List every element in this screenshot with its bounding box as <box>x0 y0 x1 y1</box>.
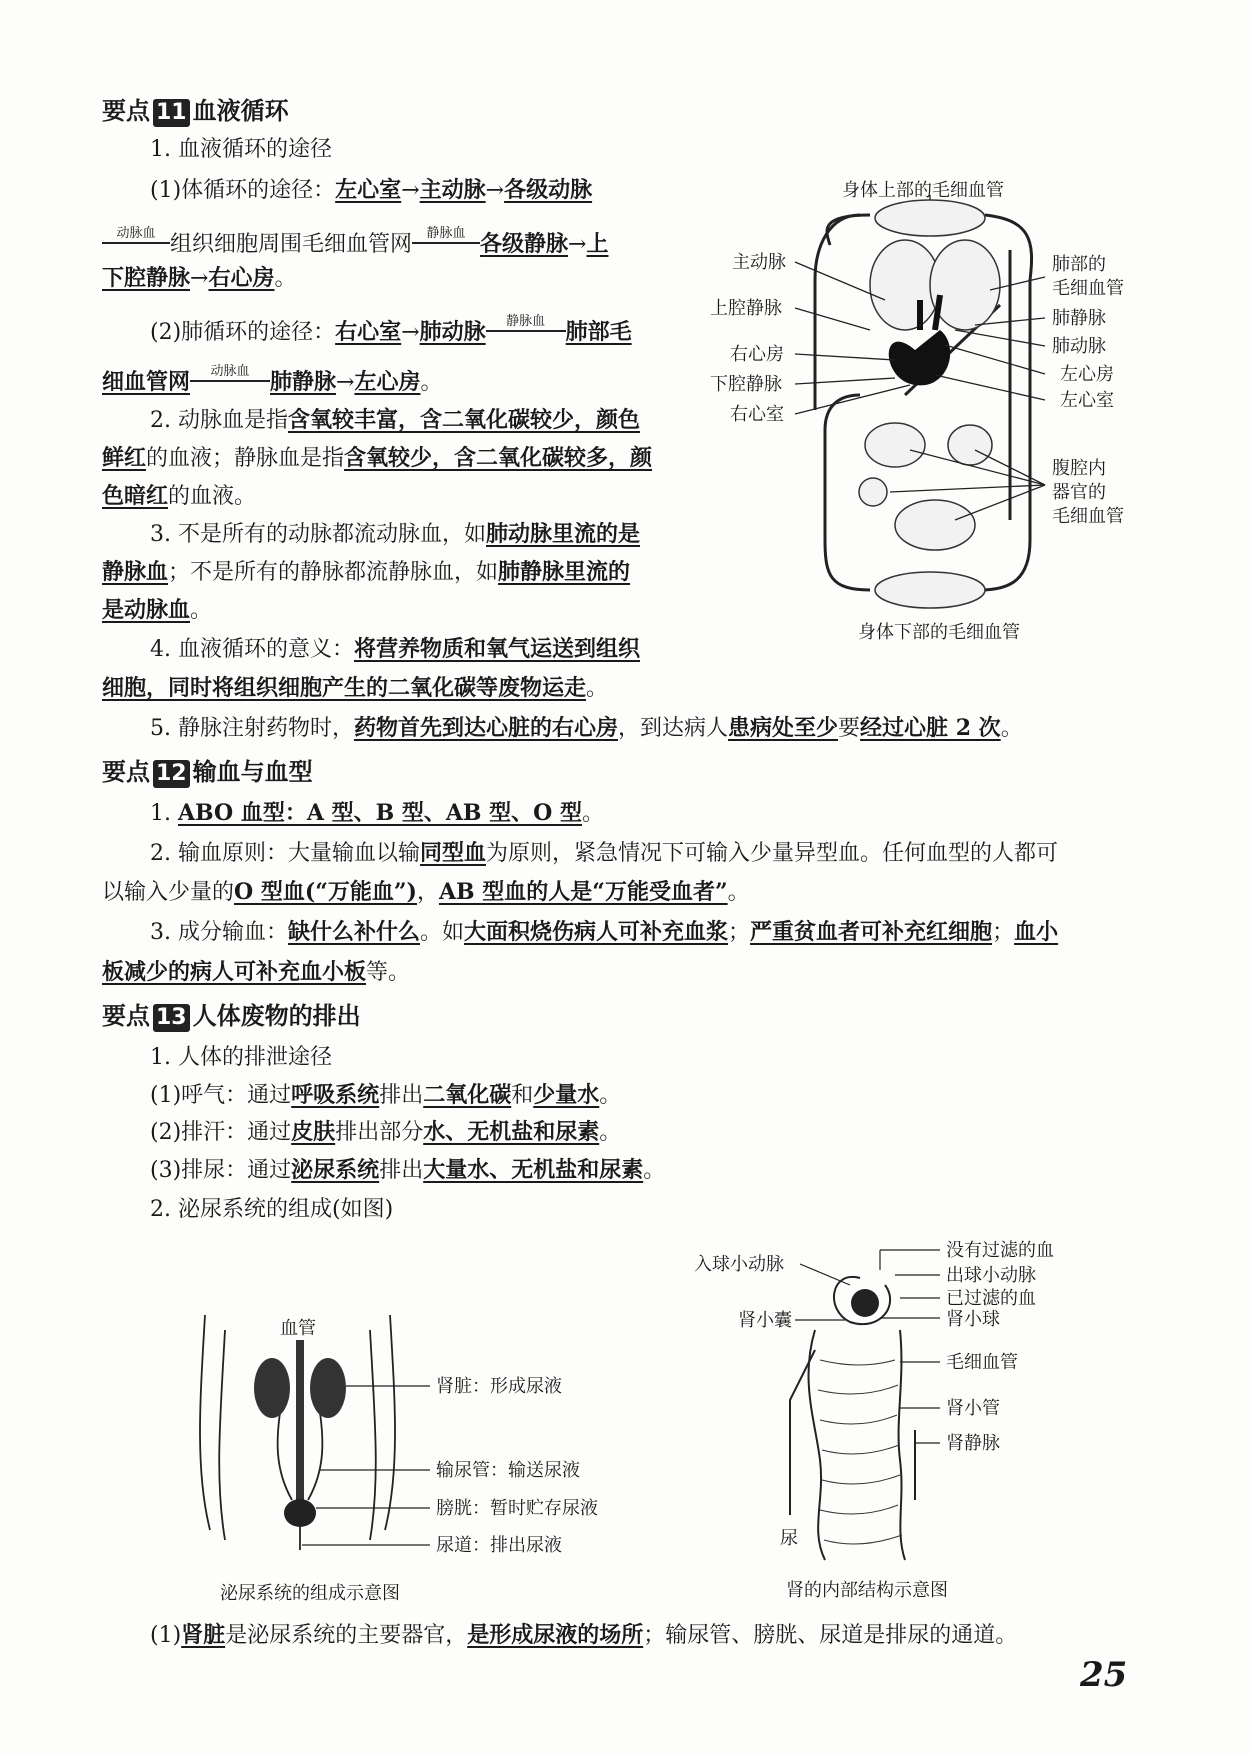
label-capillaries: 毛细血管 <box>946 1352 1018 1373</box>
text: 。 <box>643 1158 666 1183</box>
text: 5. 静脉注射药物时， <box>150 716 354 741</box>
label-urethra: 尿道：排出尿液 <box>436 1535 562 1556</box>
heading-prefix: 要点 <box>102 758 150 786</box>
label-ureter: 输尿管：输送尿液 <box>436 1460 580 1481</box>
label-pulmonary-artery: 肺动脉 <box>1052 336 1106 357</box>
text-line: 1. 人体的排泄途径 <box>150 1045 332 1070</box>
key-term: 皮肤 <box>291 1119 336 1145</box>
label-blood-vessel: 血管 <box>280 1318 316 1339</box>
key-term: 下腔静脉 <box>102 265 191 291</box>
leader-line <box>800 1264 850 1285</box>
nephron-caption: 肾的内部结构示意图 <box>786 1580 948 1601</box>
key-term: 大量水、无机盐和尿素 <box>423 1157 644 1183</box>
key-term: 右心室 <box>335 319 402 345</box>
text: 1. <box>150 801 178 826</box>
label-inferior-vena-cava: 下腔静脉 <box>710 374 782 395</box>
key-term: ABO 血型：A 型、B 型、AB 型、O 型 <box>177 800 583 826</box>
text: 。 <box>599 1120 622 1145</box>
label-filtered-blood: 已过滤的血 <box>946 1288 1036 1309</box>
glomerulus <box>851 1289 879 1317</box>
key-term: 肺部毛 <box>565 319 632 345</box>
text: 是泌尿系统的主要器官， <box>225 1623 468 1648</box>
key-term: 同型血 <box>419 840 486 866</box>
key-term: 含氧较丰富，含二氧化碳较少，颜色 <box>287 407 640 433</box>
arrow-label: 动脉血 <box>102 227 170 244</box>
heading-prefix: 要点 <box>102 1002 150 1030</box>
text: 要 <box>838 716 861 741</box>
text: 。 <box>190 598 213 623</box>
text: ； <box>992 920 1015 945</box>
text: 。 <box>582 801 605 826</box>
label-urine: 尿 <box>780 1528 798 1549</box>
label-efferent-arteriole: 出球小动脉 <box>946 1265 1036 1286</box>
key-term: 患病处至少 <box>728 715 839 741</box>
key-term: 少量水 <box>533 1082 600 1108</box>
label-afferent-arteriole: 入球小动脉 <box>694 1254 784 1275</box>
text: 。 <box>727 880 750 905</box>
key-term: 血小 <box>1014 919 1059 945</box>
key-term: 大面积烧伤病人可补充血浆 <box>464 919 729 945</box>
label-glomerulus: 肾小球 <box>946 1309 1000 1330</box>
text: 。如 <box>420 920 465 945</box>
key-term: 各级静脉 <box>480 231 569 257</box>
text: 。 <box>586 676 609 701</box>
text: 3. 成分输血： <box>150 920 288 945</box>
heading-prefix: 要点 <box>102 97 150 125</box>
section-number-badge: 13 <box>153 1004 190 1032</box>
text: 排出 <box>379 1158 424 1183</box>
text: → <box>190 266 209 291</box>
text: → <box>485 178 505 203</box>
key-term: 各级动脉 <box>504 177 593 203</box>
key-term: 肺动脉 <box>419 319 486 345</box>
key-term: 静脉血 <box>102 559 169 585</box>
key-term: 经过心脏 2 次 <box>860 715 1001 741</box>
key-term: 色暗红 <box>102 483 169 509</box>
key-term: 左心房 <box>354 369 421 395</box>
key-term: 细胞，同时将组织细胞产生的二氧化碳等废物运走 <box>102 675 587 701</box>
key-term: 上 <box>586 231 609 257</box>
tubule-wall <box>809 1330 825 1560</box>
text-line: 2. 泌尿系统的组成(如图) <box>150 1197 394 1222</box>
arrow-label: 动脉血 <box>190 365 270 382</box>
capillary-mesh <box>818 1360 902 1544</box>
label-abdominal-capillaries-1: 腹腔内 <box>1052 458 1106 479</box>
text: 。 <box>1000 716 1023 741</box>
text: ， <box>416 880 439 905</box>
key-term: 水、无机盐和尿素 <box>423 1119 600 1145</box>
text: (3)排尿：通过 <box>150 1158 292 1183</box>
key-term: 肺动脉里流的是 <box>486 521 641 547</box>
text: (2)肺循环的途径： <box>150 320 336 345</box>
text: ；输尿管、膀胱、尿道是排尿的通道。 <box>643 1623 1018 1648</box>
text: 。 <box>599 1083 622 1108</box>
key-term: 缺什么补什么 <box>287 919 420 945</box>
label-upper-capillaries: 身体上部的毛细血管 <box>842 180 1004 201</box>
label-pulmonary-vein: 肺静脉 <box>1052 308 1106 329</box>
urinary-caption: 泌尿系统的组成示意图 <box>220 1583 400 1604</box>
heading-title: 输血与血型 <box>192 758 313 786</box>
key-term: 肺静脉里流的 <box>498 559 631 585</box>
key-term: O 型血(“万能血”) <box>234 879 417 905</box>
heading-title: 人体废物的排出 <box>192 1002 361 1030</box>
text: 。 <box>420 370 443 395</box>
text: ； <box>728 920 751 945</box>
text: ；不是所有的静脉都流静脉血，如 <box>168 560 499 585</box>
label-abdominal-capillaries-2: 器官的 <box>1052 482 1106 503</box>
key-term: 药物首先到达心脏的右心房 <box>353 715 618 741</box>
text: 3. 不是所有的动脉都流动脉血，如 <box>150 522 486 547</box>
label-kidney: 肾脏：形成尿液 <box>436 1376 562 1397</box>
text: (2)排汗：通过 <box>150 1120 292 1145</box>
text: 2. 动脉血是指 <box>150 408 288 433</box>
text: 为原则，紧急情况下可输入少量异型血。任何血型的人都可 <box>486 841 1059 866</box>
label-bladder: 膀胱：暂时贮存尿液 <box>436 1498 598 1519</box>
label-right-ventricle: 右心室 <box>730 404 784 425</box>
tubule-wall <box>899 1330 905 1560</box>
key-term: 主动脉 <box>419 177 486 203</box>
text: 等。 <box>366 960 411 985</box>
text: 排出部分 <box>335 1120 424 1145</box>
text: (1)呼气：通过 <box>150 1083 292 1108</box>
key-term: 肾脏 <box>181 1622 226 1648</box>
key-term: 肺静脉 <box>270 369 337 395</box>
text: → <box>568 232 587 257</box>
key-term: 鲜红 <box>102 445 147 471</box>
label-abdominal-capillaries-3: 毛细血管 <box>1052 506 1124 527</box>
text: 组织细胞周围毛细血管网 <box>170 232 413 257</box>
text: 排出 <box>379 1083 424 1108</box>
label-lung-capillaries-2: 毛细血管 <box>1052 278 1124 299</box>
key-term: AB 型血的人是“万能受血者” <box>438 879 728 905</box>
label-left-ventricle: 左心室 <box>1060 390 1114 411</box>
key-term: 含氧较少，含二氧化碳较多，颜 <box>344 445 653 471</box>
key-term: 将营养物质和氧气运送到组织 <box>353 636 640 662</box>
arrow-label: 静脉血 <box>412 227 480 244</box>
key-term: 右心房 <box>208 265 275 291</box>
key-term: 是形成尿液的场所 <box>467 1622 644 1648</box>
label-renal-capsule: 肾小囊 <box>738 1310 792 1331</box>
key-term: 二氧化碳 <box>423 1082 512 1108</box>
label-lower-capillaries: 身体下部的毛细血管 <box>858 622 1020 643</box>
label-lung-capillaries-1: 肺部的 <box>1052 254 1106 275</box>
label-superior-vena-cava: 上腔静脉 <box>710 298 782 319</box>
text: 。 <box>274 266 297 291</box>
text-line: 1. 血液循环的途径 <box>150 137 332 162</box>
text: 和 <box>511 1083 534 1108</box>
section-number-badge: 12 <box>153 760 190 788</box>
key-term: 泌尿系统 <box>291 1157 380 1183</box>
text: → <box>336 370 355 395</box>
label-unfiltered-blood: 没有过滤的血 <box>946 1240 1054 1261</box>
text: → <box>401 320 420 345</box>
key-term: 呼吸系统 <box>291 1082 380 1108</box>
key-term: 左心室 <box>335 177 402 203</box>
key-term: 严重贫血者可补充红细胞 <box>750 919 993 945</box>
collecting-duct <box>790 1350 815 1515</box>
heading-title: 血液循环 <box>192 97 289 125</box>
key-term: 板减少的病人可补充血小板 <box>102 959 367 985</box>
label-left-atrium: 左心房 <box>1060 364 1114 385</box>
text: 的血液。 <box>168 484 257 509</box>
text: 以输入少量的 <box>102 880 235 905</box>
label-renal-vein: 肾静脉 <box>946 1433 1000 1454</box>
text: 2. 输血原则：大量输血以输 <box>150 841 420 866</box>
text: 的血液；静脉血是指 <box>146 446 345 471</box>
page-number: 25 <box>1080 1655 1128 1695</box>
label-right-atrium: 右心房 <box>730 344 784 365</box>
label-renal-tubule: 肾小管 <box>946 1398 1000 1419</box>
section-number-badge: 11 <box>153 99 190 127</box>
arrow-label: 静脉血 <box>486 315 566 332</box>
text: (1)体循环的途径： <box>150 178 336 203</box>
label-aorta: 主动脉 <box>732 252 786 273</box>
text: → <box>401 178 420 203</box>
text: ，到达病人 <box>618 716 729 741</box>
key-term: 细血管网 <box>102 369 191 395</box>
key-term: 是动脉血 <box>102 597 191 623</box>
text: 4. 血液循环的意义： <box>150 637 354 662</box>
text: (1) <box>150 1623 182 1648</box>
